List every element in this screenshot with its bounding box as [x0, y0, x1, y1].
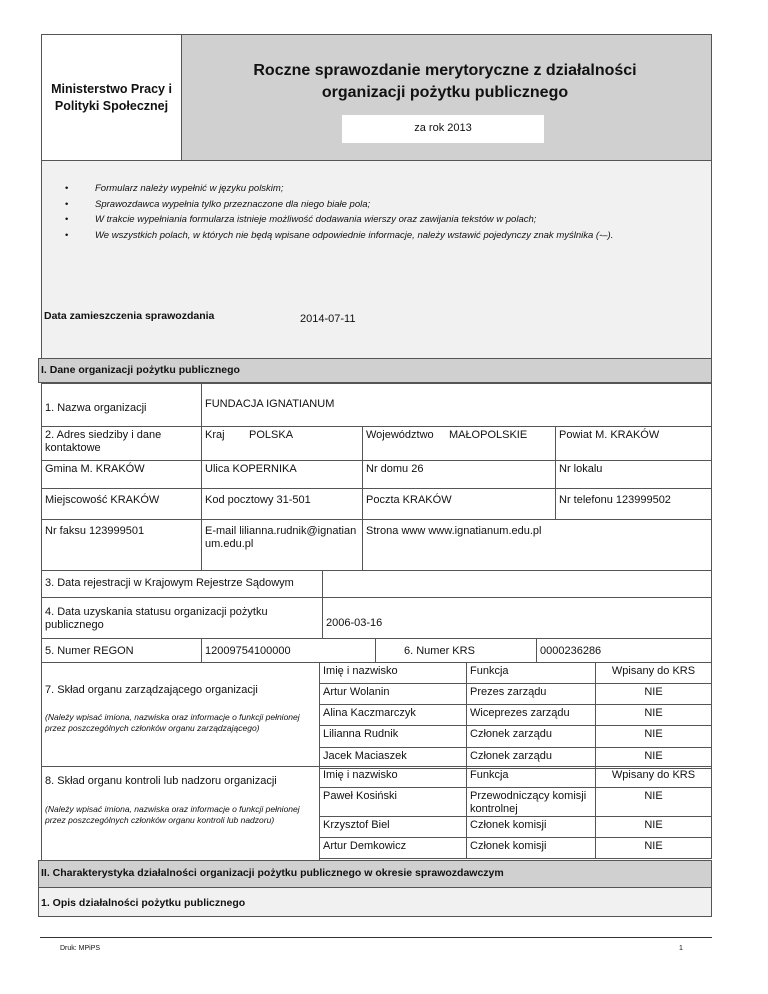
instructions-list: [83, 181, 703, 243]
krs-label-cell: [375, 638, 537, 663]
voivodeship-cell[interactable]: [362, 426, 556, 461]
member-function-cell[interactable]: Przewodniczący komisji kontrolnej: [466, 787, 596, 817]
table-header-cell: Wpisany do KRS: [595, 662, 712, 684]
regon-value: 12009754100000: [205, 645, 291, 657]
supervisory-label: 8. Skład organu kontroli lub nadzoru organizacji: [45, 775, 277, 787]
house-cell[interactable]: [362, 460, 556, 489]
county-value: Powiat M. KRAKÓW: [559, 429, 660, 441]
member-function-cell[interactable]: Członek komisji: [466, 816, 596, 838]
instruction-item: • Sprawozdawca wypełnia tylko przeznaczone dla niego białe pola;: [83, 197, 703, 213]
fax-cell[interactable]: [41, 519, 202, 571]
ministry-name: Ministerstwo Pracy i Polityki Społecznej: [51, 82, 172, 113]
phone-value: Nr telefonu 123999502: [559, 494, 671, 506]
member-krs-cell[interactable]: NIE: [595, 683, 712, 705]
member-name-cell[interactable]: Paweł Kosiński: [319, 787, 467, 817]
member-name-cell[interactable]: Artur Wolanin: [319, 683, 467, 705]
krs-reg-value-cell[interactable]: [322, 570, 712, 598]
member-krs-cell[interactable]: NIE: [595, 787, 712, 817]
table-header-cell: Funkcja: [466, 766, 596, 788]
www-cell[interactable]: [362, 519, 712, 571]
voivodeship-value: Województwo MAŁOPOLSKIE: [366, 429, 528, 441]
section-1-title: I. Dane organizacji pożytku publicznego: [41, 364, 240, 376]
city-cell[interactable]: [41, 488, 202, 520]
postal-cell[interactable]: [201, 488, 363, 520]
member-krs-cell[interactable]: NIE: [595, 704, 712, 726]
krs-label: 6. Numer KRS: [404, 645, 475, 657]
opp-date-cell[interactable]: [322, 597, 712, 639]
street-value: Ulica KOPERNIKA: [205, 463, 297, 475]
fax-value: Nr faksu 123999501: [45, 525, 145, 537]
county-cell[interactable]: [555, 426, 712, 461]
submission-label: Data zamieszczenia sprawozdania: [44, 310, 215, 322]
table-header-cell: Funkcja: [466, 662, 596, 684]
section-2-title: II. Charakterystyka działalności organizacji pożytku publicznego w okresie sprawozdawczym: [41, 867, 504, 879]
member-name-cell[interactable]: Artur Demkowicz: [319, 837, 467, 859]
org-name-value: FUNDACJA IGNATIANUM: [205, 398, 335, 410]
email-cell[interactable]: [201, 519, 363, 571]
table-header-cell: Imię i nazwisko: [319, 766, 467, 788]
table-header-cell: Imię i nazwisko: [319, 662, 467, 684]
country-cell[interactable]: [201, 426, 363, 461]
address-label-cell: [41, 426, 202, 461]
country-value: Kraj POLSKA: [205, 429, 294, 441]
member-name-cell[interactable]: Krzysztof Biel: [319, 816, 467, 838]
krs-reg-label: 3. Data rejestracji w Krajowym Rejestrze Sądowym: [45, 577, 294, 589]
phone-cell[interactable]: [555, 488, 712, 520]
city-value: Miejscowość KRAKÓW: [45, 494, 160, 506]
member-function-cell[interactable]: Członek komisji: [466, 837, 596, 859]
supervisory-note: (Należy wpisać imiona, nazwiska oraz informacje o funkcji pełnionej przez poszczególnych członków organu kontroli lub nadzoru): [45, 804, 300, 825]
krs-reg-label-cell: [41, 570, 323, 598]
footer-rule: [40, 937, 712, 938]
instruction-item: • Formularz należy wypełnić w języku polskim;: [83, 181, 703, 197]
board-label: 7. Skład organu zarządzającego organizacji: [45, 684, 258, 696]
table-header-cell: Wpisany do KRS: [595, 766, 712, 788]
section-2-subtitle: 1. Opis działalności pożytku publicznego: [41, 897, 246, 909]
member-krs-cell[interactable]: NIE: [595, 816, 712, 838]
year-label: za rok 2013: [414, 122, 472, 134]
member-name-cell[interactable]: Lilianna Rudnik: [319, 725, 467, 748]
opp-label: 4. Data uzyskania statusu organizacji pożytku publicznego: [45, 606, 268, 631]
member-name-cell[interactable]: Alina Kaczmarczyk: [319, 704, 467, 726]
org-name-label: 1. Nazwa organizacji: [45, 402, 147, 414]
street-cell[interactable]: [201, 460, 363, 489]
post-value: Poczta KRAKÓW: [366, 494, 452, 506]
www-value: Strona www www.ignatianum.edu.pl: [366, 525, 542, 537]
org-name-cell[interactable]: [201, 383, 712, 427]
member-krs-cell[interactable]: NIE: [595, 837, 712, 859]
instruction-item: • W trakcie wypełniania formularza istnieje możliwość dodawania wierszy oraz zawijania tekstów w polach;: [83, 212, 703, 228]
submission-date: 2014-07-11: [300, 313, 356, 325]
opp-label-cell: [41, 597, 323, 639]
local-value: Nr lokalu: [559, 463, 603, 475]
org-name-label-cell: [41, 383, 202, 427]
commune-value: Gmina M. KRAKÓW: [45, 463, 145, 475]
regon-label-cell: [41, 638, 202, 663]
house-value: Nr domu 26: [366, 463, 424, 475]
krs-value: 0000236286: [540, 645, 602, 657]
member-function-cell[interactable]: Prezes zarządu: [466, 683, 596, 705]
instruction-item: • We wszystkich polach, w których nie będą wpisane odpowiednie informacje, należy wstawić pojedynczy znak myślnika (-–).: [83, 228, 703, 244]
page-number: 1: [679, 945, 683, 952]
member-name-cell[interactable]: Jacek Maciaszek: [319, 747, 467, 769]
commune-cell[interactable]: [41, 460, 202, 489]
post-cell[interactable]: [362, 488, 556, 520]
regon-value-cell[interactable]: [201, 638, 376, 663]
opp-date: 2006-03-16: [326, 617, 383, 629]
postal-value: Kod pocztowy 31-501: [205, 494, 311, 506]
regon-label: 5. Numer REGON: [45, 645, 134, 657]
member-krs-cell[interactable]: NIE: [595, 725, 712, 748]
footer-print-label: Druk: MPiPS: [60, 945, 101, 952]
local-cell[interactable]: [555, 460, 712, 489]
member-krs-cell[interactable]: NIE: [595, 747, 712, 769]
member-function-cell[interactable]: Członek zarządu: [466, 747, 596, 769]
member-function-cell[interactable]: Członek zarządu: [466, 725, 596, 748]
address-label: 2. Adres siedziby i dane kontaktowe: [45, 429, 162, 454]
krs-value-cell[interactable]: [536, 638, 712, 663]
board-note: (Należy wpisać imiona, nazwiska oraz informacje o funkcji pełnionej przez poszczególnych członków organu zarządzającego): [45, 712, 300, 733]
member-function-cell[interactable]: Wiceprezes zarządu: [466, 704, 596, 726]
page-title: Roczne sprawozdanie merytoryczne z działalności organizacji pożytku publicznego: [253, 62, 637, 101]
email-value: E-mail lilianna.rudnik@ignatianum.edu.pl: [205, 525, 357, 550]
